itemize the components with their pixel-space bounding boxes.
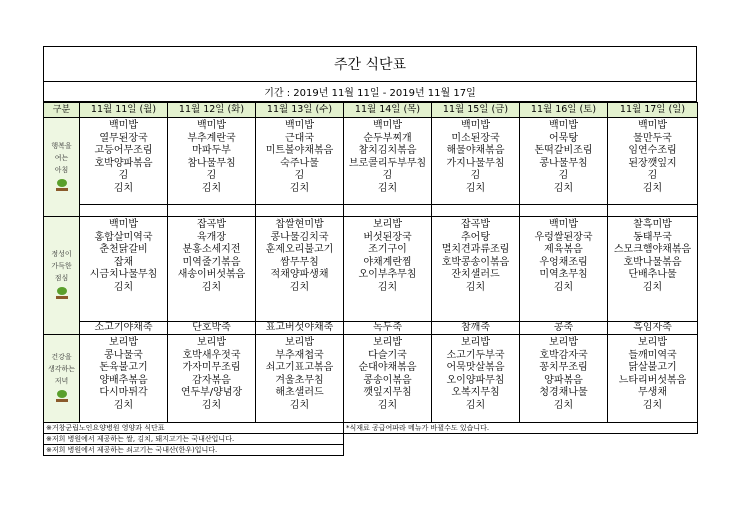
menu-item: 잡곡밥 bbox=[197, 219, 226, 230]
menu-item: 조기구이 bbox=[368, 244, 407, 255]
menu-item: 김치 bbox=[642, 182, 663, 194]
menu-item: 김치 bbox=[201, 281, 222, 293]
day-header: 11월 15일 (금) bbox=[432, 103, 520, 118]
menu-item: 들깨미역국 bbox=[628, 349, 677, 361]
menu-item: 동태무국 bbox=[633, 231, 672, 243]
lunch-label-line: 점심 bbox=[54, 274, 69, 282]
plant-icon bbox=[55, 390, 69, 402]
breakfast-label bbox=[44, 118, 80, 217]
lunch-cell bbox=[344, 217, 432, 322]
breakfast-spacer-row bbox=[44, 205, 698, 217]
menu-item: 김치 bbox=[289, 399, 310, 411]
menu-item: 콩나물국 bbox=[104, 349, 143, 361]
menu-item: 순대야채볶음 bbox=[358, 362, 417, 373]
menu-item: 백미밥 bbox=[373, 120, 402, 131]
lunch-row bbox=[44, 217, 698, 322]
menu-item: 김 bbox=[647, 170, 658, 181]
menu-item: 미소된장국 bbox=[451, 132, 500, 144]
lunch-label-line: 가득한 bbox=[51, 262, 72, 270]
menu-item: 우렁쌀된장국 bbox=[534, 231, 593, 243]
menu-item: 콩나물무침 bbox=[539, 157, 588, 169]
lunch-cell bbox=[432, 217, 520, 322]
menu-item: 김치 bbox=[642, 281, 663, 293]
menu-item: 김 bbox=[294, 170, 305, 181]
menu-item: 김 bbox=[206, 170, 217, 181]
menu-item: 부추계란국 bbox=[187, 132, 236, 144]
menu-item: 김치 bbox=[553, 281, 574, 293]
menu-item: 오이양파무침 bbox=[446, 374, 505, 386]
breakfast-cell bbox=[256, 118, 344, 205]
menu-item: 김 bbox=[382, 170, 393, 181]
note-text: ※저희 병원에서 제공하는 쌀, 김치, 돼지고기는 국내산입니다. bbox=[44, 434, 344, 445]
dinner-label-line: 건강을 bbox=[51, 353, 72, 361]
period-text: 기간 : 2019년 11월 11일 - 2019년 11월 17일 bbox=[43, 82, 697, 102]
menu-item: 부추재첩국 bbox=[275, 349, 324, 361]
lunch-cell bbox=[520, 217, 608, 322]
menu-item: 백미밥 bbox=[109, 219, 138, 230]
menu-item: 김 bbox=[470, 170, 481, 181]
menu-item: 김치 bbox=[113, 399, 134, 411]
menu-item: 김치 bbox=[201, 182, 222, 194]
menu-item: 보리밥 bbox=[549, 337, 578, 348]
day-header: 11월 16일 (토) bbox=[520, 103, 608, 118]
menu-item: 호박나물볶음 bbox=[623, 256, 682, 268]
day-header: 11월 13일 (수) bbox=[256, 103, 344, 118]
menu-item: 보리밥 bbox=[109, 337, 138, 348]
menu-item: 김 bbox=[118, 170, 129, 181]
menu-item: 느타리버섯볶음 bbox=[618, 374, 687, 386]
breakfast-cell bbox=[80, 118, 168, 205]
dinner-label bbox=[44, 335, 80, 423]
breakfast-label-line: 행복을 bbox=[51, 141, 72, 150]
menu-item: 멸치견과류조림 bbox=[441, 244, 510, 255]
menu-item: 김치 bbox=[289, 182, 310, 194]
menu-item: 청경채나물 bbox=[539, 387, 588, 398]
menu-item: 김치 bbox=[642, 399, 663, 411]
note-text: ※저희 병원에서 제공하는 쇠고기는 국내산(한우)입니다. bbox=[44, 445, 344, 456]
breakfast-cell bbox=[608, 118, 698, 205]
menu-item: 추어탕 bbox=[461, 231, 490, 243]
porridge-cell: 소고기야채죽 bbox=[80, 322, 168, 335]
day-header: 11월 17일 (일) bbox=[608, 103, 698, 118]
lunch-cell bbox=[608, 217, 698, 322]
dinner-cell bbox=[432, 335, 520, 423]
menu-item: 김치 bbox=[465, 281, 486, 293]
dinner-cell bbox=[256, 335, 344, 423]
menu-item: 단배추나물 bbox=[628, 269, 677, 280]
menu-item: 오복지무침 bbox=[451, 387, 500, 398]
menu-item: 보리밥 bbox=[461, 337, 490, 348]
note-row bbox=[44, 423, 698, 434]
day-header: 11월 11일 (월) bbox=[80, 103, 168, 118]
breakfast-cell bbox=[520, 118, 608, 205]
menu-item: 쇠고기표고볶음 bbox=[265, 362, 334, 373]
menu-item: 미역줄기볶음 bbox=[182, 256, 241, 268]
menu-item: 보리밥 bbox=[197, 337, 226, 348]
weekly-menu-sheet bbox=[43, 46, 697, 506]
lunch-label bbox=[44, 217, 80, 335]
menu-item: 해물야채볶음 bbox=[446, 145, 505, 156]
lunch-label-line: 정성이 bbox=[51, 250, 72, 258]
menu-item: 보리밥 bbox=[373, 337, 402, 348]
menu-item: 소고기두부국 bbox=[446, 349, 505, 361]
lunch-cell bbox=[168, 217, 256, 322]
menu-item: 야채계란찜 bbox=[363, 256, 412, 268]
menu-item: 김치 bbox=[465, 182, 486, 194]
porridge-cell: 콩죽 bbox=[520, 322, 608, 335]
menu-item: 잔치샐러드 bbox=[451, 269, 500, 280]
menu-item: 임연수조림 bbox=[628, 145, 677, 156]
menu-item: 육개장 bbox=[197, 231, 226, 243]
menu-item: 꽁치무조림 bbox=[539, 362, 588, 373]
breakfast-label-line: 여는 bbox=[54, 153, 69, 162]
menu-item: 오이부추무침 bbox=[358, 269, 417, 280]
menu-item: 호박감자국 bbox=[539, 349, 588, 361]
menu-item: 백미밥 bbox=[461, 120, 490, 131]
breakfast-label-line: 아침 bbox=[54, 165, 69, 174]
menu-item: 고등어무조림 bbox=[94, 145, 153, 156]
menu-item: 참치김치볶음 bbox=[358, 145, 417, 156]
menu-item: 백미밥 bbox=[549, 219, 578, 230]
menu-item: 김치 bbox=[553, 182, 574, 194]
menu-item: 김치 bbox=[377, 281, 398, 293]
breakfast-cell bbox=[168, 118, 256, 205]
menu-item: 김치 bbox=[201, 399, 222, 411]
menu-item: 열무된장국 bbox=[99, 132, 148, 144]
dinner-cell bbox=[344, 335, 432, 423]
menu-item: 돈떡갈비조림 bbox=[534, 145, 593, 156]
breakfast-cell bbox=[432, 118, 520, 205]
menu-item: 홍합살미역국 bbox=[94, 231, 153, 243]
menu-item: 콩송이볶음 bbox=[363, 374, 412, 386]
porridge-cell: 단호박죽 bbox=[168, 322, 256, 335]
menu-item: 시금치나물무침 bbox=[89, 269, 158, 280]
plant-icon bbox=[55, 179, 69, 191]
menu-item: 김치 bbox=[377, 399, 398, 411]
header-row bbox=[44, 103, 698, 118]
menu-item: 닭살불고기 bbox=[628, 362, 677, 373]
menu-item: 김 bbox=[558, 170, 569, 181]
menu-item: 돈육불고기 bbox=[99, 362, 148, 373]
menu-item: 잡채 bbox=[113, 256, 134, 268]
menu-item: 분홍소세지전 bbox=[182, 244, 241, 255]
note-text: *식재료 공급여파라 메뉴가 바뀔수도 있습니다. bbox=[344, 423, 698, 434]
menu-item: 무생채 bbox=[638, 387, 667, 398]
menu-item: 다시마튀각 bbox=[99, 387, 148, 398]
menu-item: 감자볶음 bbox=[192, 374, 231, 386]
menu-item: 겨울초무침 bbox=[275, 374, 324, 386]
menu-item: 스모크햄야채볶음 bbox=[613, 244, 692, 255]
menu-item: 찹쌀현미밥 bbox=[275, 219, 324, 230]
menu-item: 적채양파생채 bbox=[270, 269, 329, 280]
header-label: 구분 bbox=[44, 103, 80, 118]
menu-item: 미트볼야채볶음 bbox=[265, 145, 334, 156]
menu-item: 김치 bbox=[553, 399, 574, 411]
menu-item: 김치 bbox=[113, 281, 134, 293]
dinner-row bbox=[44, 335, 698, 423]
porridge-cell: 흑임자죽 bbox=[608, 322, 698, 335]
day-header: 11월 14일 (목) bbox=[344, 103, 432, 118]
dinner-label-line: 생각하는 bbox=[47, 365, 76, 373]
menu-item: 찰흑미밥 bbox=[633, 219, 672, 230]
lunch-cell bbox=[256, 217, 344, 322]
note-text: ※거창군립노인요양병원 영양과 식단표 bbox=[44, 423, 344, 434]
menu-item: 쌈무무침 bbox=[280, 256, 319, 268]
menu-item: 가지나물무침 bbox=[446, 157, 505, 169]
porridge-row bbox=[44, 322, 698, 335]
plant-icon bbox=[55, 287, 69, 299]
menu-item: 어묵맛살볶음 bbox=[446, 362, 505, 373]
menu-item: 김치 bbox=[113, 182, 134, 194]
menu-item: 순두부찌개 bbox=[363, 132, 412, 144]
menu-item: 김치 bbox=[465, 399, 486, 411]
menu-item: 해초샐러드 bbox=[275, 387, 324, 398]
dinner-cell bbox=[168, 335, 256, 423]
menu-item: 새송이버섯볶음 bbox=[177, 269, 246, 280]
menu-item: 백미밥 bbox=[638, 120, 667, 131]
porridge-cell: 녹두죽 bbox=[344, 322, 432, 335]
menu-item: 양파볶음 bbox=[544, 374, 583, 386]
menu-item: 다슬기국 bbox=[368, 349, 407, 361]
menu-item: 호박새우젓국 bbox=[182, 349, 241, 361]
dinner-cell bbox=[608, 335, 698, 423]
breakfast-row bbox=[44, 118, 698, 205]
page-title: 주간 식단표 bbox=[43, 46, 697, 82]
menu-item: 숙주나물 bbox=[280, 157, 319, 169]
menu-item: 호박양파볶음 bbox=[94, 157, 153, 169]
menu-item: 마파두부 bbox=[192, 145, 231, 156]
menu-item: 근대국 bbox=[285, 132, 314, 144]
porridge-cell: 참깨죽 bbox=[432, 322, 520, 335]
menu-item: 우엉채조림 bbox=[539, 256, 588, 268]
menu-item: 깻잎지무침 bbox=[363, 387, 412, 398]
menu-item: 제육볶음 bbox=[544, 244, 583, 255]
menu-item: 보리밥 bbox=[638, 337, 667, 348]
menu-item: 가자미무조림 bbox=[182, 362, 241, 373]
menu-item: 호박콩송이볶음 bbox=[441, 256, 510, 268]
menu-item: 참나물무침 bbox=[187, 157, 236, 169]
dinner-cell bbox=[80, 335, 168, 423]
menu-item: 콩나물김치국 bbox=[270, 231, 329, 243]
menu-item: 백미밥 bbox=[549, 120, 578, 131]
menu-item: 보리밥 bbox=[285, 337, 314, 348]
breakfast-cell bbox=[344, 118, 432, 205]
menu-table bbox=[43, 102, 698, 456]
menu-item: 백미밥 bbox=[109, 120, 138, 131]
menu-item: 잡곡밥 bbox=[461, 219, 490, 230]
menu-item: 보리밥 bbox=[373, 219, 402, 230]
menu-item: 백미밥 bbox=[285, 120, 314, 131]
menu-item: 연두부/양념장 bbox=[180, 387, 243, 398]
menu-item: 김치 bbox=[289, 281, 310, 293]
menu-item: 버섯된장국 bbox=[363, 231, 412, 243]
day-header: 11월 12일 (화) bbox=[168, 103, 256, 118]
menu-item: 훈제오리불고기 bbox=[265, 244, 334, 255]
note-row bbox=[44, 434, 698, 445]
menu-item: 어묵탕 bbox=[549, 132, 578, 144]
note-row bbox=[44, 445, 698, 456]
menu-item: 미역초무침 bbox=[539, 269, 588, 280]
menu-item: 춘천닭갈비 bbox=[99, 244, 148, 255]
menu-item: 김치 bbox=[377, 182, 398, 194]
menu-item: 양배추볶음 bbox=[99, 374, 148, 386]
porridge-cell: 표고버섯야채죽 bbox=[256, 322, 344, 335]
menu-item: 물만두국 bbox=[633, 132, 672, 144]
lunch-cell bbox=[80, 217, 168, 322]
dinner-cell bbox=[520, 335, 608, 423]
menu-item: 백미밥 bbox=[197, 120, 226, 131]
menu-item: 된장깻잎지 bbox=[628, 157, 677, 169]
menu-item: 브로콜리두부무침 bbox=[348, 157, 427, 169]
dinner-label-line: 저녁 bbox=[54, 377, 69, 385]
